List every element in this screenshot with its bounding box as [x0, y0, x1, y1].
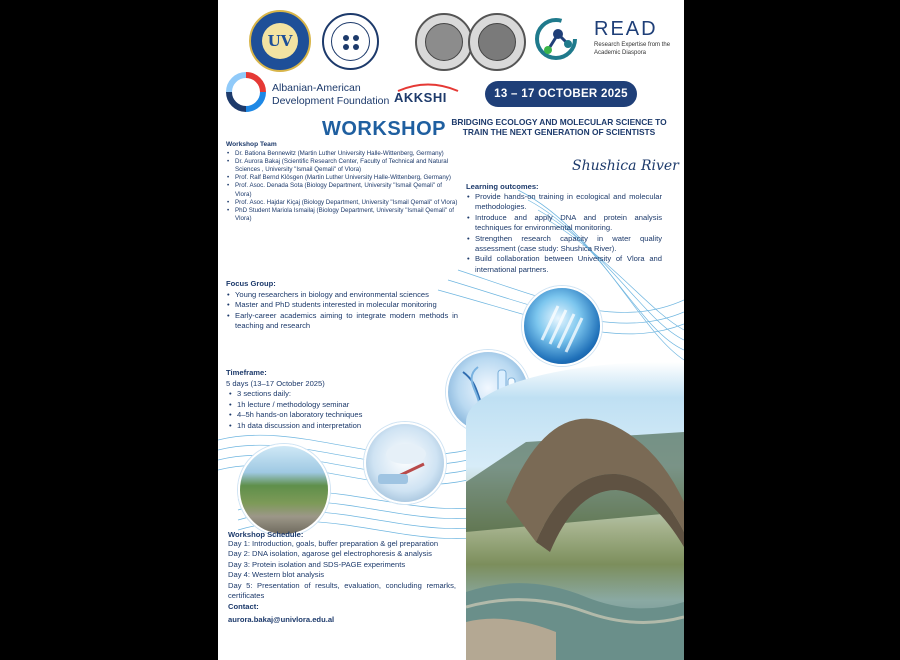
schedule-day: Day 3: Protein isolation and SDS-PAGE experiments — [228, 559, 406, 569]
learning-outcomes-section — [466, 182, 662, 275]
timeframe-item: • 1h data discussion and interpretation — [228, 421, 456, 431]
date-banner: 13 – 17 OCTOBER 2025 — [485, 81, 637, 107]
team-member: • Prof. Asoc. Denada Sota (Biology Department, University "Ismail Qemali" of Vlora) — [226, 182, 458, 198]
read-subtitle: Research Expertise from the Academic Diaspora — [594, 42, 671, 56]
timeframe-days: 5 days (13–17 October 2025) — [226, 379, 325, 388]
read-logo — [532, 10, 682, 70]
learning-item: • Introduce and apply DNA and protein analysis techniques for environmental monitoring. — [466, 213, 662, 234]
learning-item: • Provide hands-on training in ecological and molecular methodologies. — [466, 192, 662, 213]
test-tubes-image — [522, 286, 602, 366]
learning-heading: Learning outcomes: — [466, 182, 539, 191]
focus-heading: Focus Group: — [226, 279, 276, 288]
schedule-day: Day 2: DNA isolation, agarose gel electrophoresis & analysis — [228, 549, 432, 559]
schedule-day: Day 5: Presentation of results, evaluation, concluding remarks, certificates — [228, 580, 456, 601]
pipette-lab-image — [364, 422, 446, 504]
learning-item: • Build collaboration between University of Vlora and international partners. — [466, 254, 662, 275]
team-section — [226, 141, 458, 223]
focus-item: • Early-career academics aiming to integrate modern methods in teaching and research — [226, 311, 458, 332]
bridge-river-photo — [466, 362, 684, 660]
workshop-title: WORKSHOP — [322, 118, 446, 140]
contact-email[interactable]: aurora.bakaj@univlora.edu.al — [228, 615, 335, 625]
team-member: • PhD Student Mariola Ismailaj (Biology Department, University "Ismail Qemali" of Vlora) — [226, 207, 458, 223]
timeframe-section — [226, 368, 456, 431]
aadf-name-line1: Albanian-American — [272, 82, 361, 94]
timeframe-item: • 1h lecture / methodology seminar — [228, 400, 456, 410]
team-member: • Prof. Ralf Bernd Klösgen (Martin Luther University Halle-Wittenberg, Germany) — [226, 174, 458, 182]
timeframe-item: • 4–5h hands-on laboratory techniques — [228, 410, 456, 420]
timeframe-item: • 3 sections daily: — [228, 389, 456, 399]
read-title: READ — [594, 18, 658, 40]
schedule-heading: Workshop Schedule: — [228, 530, 304, 539]
team-heading: Workshop Team — [226, 141, 277, 148]
aadf-logo — [226, 72, 396, 114]
team-member: • Dr. Bationa Bennewitz (Martin Luther University Halle-Wittenberg, Germany) — [226, 150, 458, 158]
schedule-section — [228, 530, 456, 624]
schedule-day: Day 1: Introduction, goals, buffer preparation & gel preparation — [228, 539, 439, 548]
halle-seal-left-logo — [415, 13, 473, 71]
river-landscape-image — [238, 444, 330, 536]
team-member: • Prof. Asoc. Hajdar Kiçaj (Biology Department, University "Ismail Qemali" of Vlora) — [226, 199, 458, 207]
learning-item: • Strengthen research capacity in water quality assessment (case study: Shushica River). — [466, 234, 662, 255]
schedule-day: Day 4: Western blot analysis — [228, 570, 325, 580]
focus-item: • Young researchers in biology and environmental sciences — [226, 290, 458, 300]
contact-heading: Contact: — [228, 602, 259, 612]
focus-item: • Master and PhD students interested in molecular monitoring — [226, 300, 458, 310]
timeframe-heading: Timeframe: — [226, 368, 267, 377]
workshop-subtitle: BRIDGING ECOLOGY AND MOLECULAR SCIENCE TO TRAIN THE NEXT GENERATION OF SCIENTISTS — [451, 117, 667, 137]
team-member: • Dr. Aurora Bakaj (Scientific Research Center, Faculty of Technical and Natural Sciences , University "Ismail Qemali" of Vlora) — [226, 158, 458, 174]
halle-seal-right-logo — [468, 13, 526, 71]
akkshi-logo — [394, 82, 464, 108]
focus-group-section — [226, 279, 458, 332]
aadf-name-line2: Development Foundation — [272, 95, 390, 107]
university-vlora-logo: UV — [249, 10, 311, 72]
river-script-title: Shushica River — [572, 158, 679, 174]
workshop-poster — [218, 0, 684, 660]
akkshi-text: AKKSHI — [394, 90, 447, 105]
research-center-seal-logo — [322, 13, 379, 70]
